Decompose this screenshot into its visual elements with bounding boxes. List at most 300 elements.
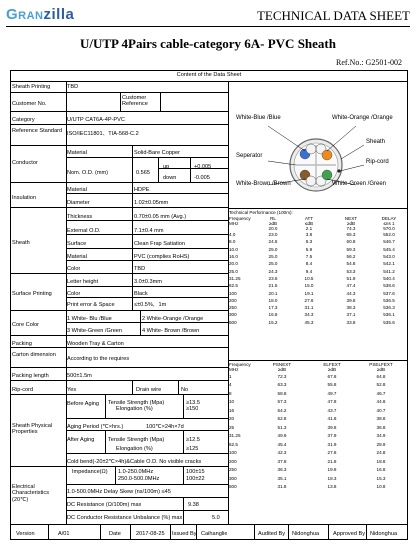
perf-cell: 54.8 bbox=[346, 261, 356, 267]
perf-cell: 538.6 bbox=[383, 283, 395, 289]
perf-cell: Frequency bbox=[229, 216, 251, 221]
perf-cell: ≤dB bbox=[304, 221, 314, 226]
perf-cell: 35.1 bbox=[277, 475, 287, 481]
perf-cell: 49.9 bbox=[277, 433, 287, 439]
table-title: Content of the Data Sheet bbox=[176, 72, 242, 78]
perf-cell: 31.9 bbox=[327, 441, 337, 447]
perf-cell: 74.3 bbox=[346, 226, 356, 231]
perf-cell: 100 bbox=[229, 290, 237, 296]
perf-cell: 10.8 bbox=[376, 484, 386, 490]
perf-cell: 23.6 bbox=[268, 275, 278, 281]
grid-hline bbox=[10, 310, 228, 311]
perf-cell: 4 bbox=[229, 382, 232, 388]
perf-cell: Frequency bbox=[229, 362, 251, 367]
perf-cell: 536.5 bbox=[383, 297, 395, 303]
grid-vline bbox=[132, 380, 133, 394]
perf-data-row bbox=[229, 231, 405, 238]
surface-value: Clean Frap Satiation bbox=[134, 241, 185, 247]
impedance-range-1: 1.0-250.0MHz bbox=[118, 469, 154, 475]
print-color-value: Black bbox=[134, 291, 148, 297]
perf-cell: 62.5 bbox=[229, 283, 238, 289]
perf-cell: 20.0 bbox=[229, 261, 238, 267]
perf-cell: 49.7 bbox=[327, 390, 337, 396]
dc-unbalance-value: 5.0 bbox=[212, 515, 220, 521]
grid-vline bbox=[100, 524, 101, 540]
sheath-printing-value: TBD bbox=[67, 84, 79, 90]
grid-hline bbox=[66, 157, 228, 158]
perf-cell: ≥dB bbox=[277, 367, 287, 372]
perf-cell: 25 bbox=[229, 424, 235, 430]
perf-cell: 20.0 bbox=[268, 226, 278, 231]
label-separator: Seperator bbox=[236, 153, 263, 159]
perf-cell: 39.8 bbox=[346, 297, 356, 303]
perf-cell: 34.3 bbox=[304, 312, 314, 318]
perf-cell: 44.8 bbox=[376, 399, 386, 405]
performance-table-1 bbox=[229, 216, 405, 326]
down-label: down bbox=[163, 175, 177, 181]
header-divider bbox=[6, 26, 410, 27]
impedance-label: Impedance(Ω) bbox=[72, 469, 108, 475]
perf-cell: 25.0 bbox=[268, 254, 278, 260]
perf2-data-row bbox=[229, 406, 405, 415]
sheath-printing-label: Sheath Printing bbox=[12, 84, 51, 90]
grid-hline bbox=[10, 273, 228, 274]
date-label: Date bbox=[109, 531, 121, 537]
date-value: 2017-08-25 bbox=[136, 531, 165, 537]
grid-hline bbox=[66, 510, 228, 511]
perf-cell: 2.1 bbox=[305, 226, 313, 231]
grid-vline bbox=[158, 157, 159, 182]
before-tensile-value: ≥13.5 bbox=[186, 400, 200, 406]
perf-cell: PSNEXT bbox=[272, 362, 292, 367]
aging-period-label: Aging Period (℃×hrs.) bbox=[67, 424, 124, 430]
perf-cell: 250 bbox=[229, 467, 237, 473]
label-white-blue: White-Blue /Blue bbox=[236, 115, 281, 121]
perf2-data-row bbox=[229, 423, 405, 432]
perf-cell: 56.2 bbox=[346, 254, 356, 260]
perf-cell: 65.3 bbox=[346, 232, 356, 238]
insulation-label: Insulation bbox=[12, 195, 36, 201]
issued-by-label: Issued By bbox=[172, 531, 197, 537]
perf-cell: 9.4 bbox=[305, 268, 313, 274]
grid-hline bbox=[10, 524, 408, 525]
grid-hline bbox=[10, 145, 228, 146]
ref-std-label: Reference Standard bbox=[12, 128, 63, 134]
perf-cell: 500 bbox=[229, 319, 237, 325]
perf-data-row bbox=[229, 267, 405, 274]
perf-cell: 54.2 bbox=[277, 407, 287, 413]
perf-cell: 4.0 bbox=[229, 232, 236, 238]
diameter-value: 1.02±0.05mm bbox=[134, 200, 169, 206]
after-aging-label: After Aging bbox=[67, 437, 95, 443]
perf-cell: 63.3 bbox=[277, 382, 287, 388]
perf2-data-row bbox=[229, 474, 405, 483]
approved-by-label: Approved By bbox=[333, 531, 366, 537]
grid-hline bbox=[10, 394, 228, 395]
grid-vline bbox=[183, 430, 184, 453]
perf2-data-row bbox=[229, 449, 405, 458]
grid-vline bbox=[254, 524, 255, 540]
issued-by-value: Caihanglie bbox=[201, 531, 228, 537]
grid-vline bbox=[120, 92, 121, 111]
before-elongation-value: ≥150 bbox=[186, 406, 199, 412]
perf-cell: 37.1 bbox=[346, 312, 356, 318]
perf-cell: 20 bbox=[229, 416, 235, 422]
print-color-label: Color bbox=[67, 291, 81, 297]
perf-cell: 300 bbox=[229, 475, 237, 481]
perf-cell: 53.3 bbox=[346, 268, 356, 274]
perf2-data-row bbox=[229, 457, 405, 466]
perf-data-row bbox=[229, 253, 405, 260]
perf-cell: 10 bbox=[229, 399, 235, 405]
nom-od-value: 0.565 bbox=[136, 170, 150, 176]
version-label: Version bbox=[16, 531, 35, 537]
brand-logo: GRANzilla bbox=[6, 6, 75, 23]
perf-cell: 33.8 bbox=[346, 319, 356, 325]
grid-vline bbox=[160, 92, 161, 111]
grid-hline bbox=[10, 335, 228, 336]
perf-cell: 5.3 bbox=[305, 239, 313, 245]
perf-cell: 41.8 bbox=[327, 416, 337, 422]
perf-cell: MHz bbox=[229, 221, 239, 226]
grid-hline bbox=[10, 92, 228, 93]
sheath-color-value: TBD bbox=[134, 266, 146, 272]
print-space-label: Print error & Space bbox=[67, 302, 115, 308]
before-tensile-label: Tensile Strength (Mpa) bbox=[108, 400, 165, 406]
before-aging-label: Before Aging bbox=[67, 401, 100, 407]
perf-data-row bbox=[229, 319, 405, 326]
perf-cell: 200 bbox=[229, 297, 237, 303]
grid-hline bbox=[66, 248, 228, 249]
perf-cell: ≤ns 1 bbox=[383, 221, 395, 226]
perf-cell: 60.8 bbox=[346, 239, 356, 245]
perf-cell: 200 bbox=[229, 458, 237, 464]
perf-cell: 57.3 bbox=[277, 399, 287, 405]
perf-cell: 300 bbox=[229, 312, 237, 318]
perf-cell: 25.0 bbox=[229, 268, 238, 274]
perf-cell: 540.4 bbox=[383, 275, 395, 281]
dc-resistance-value: 9.38 bbox=[188, 502, 199, 508]
perf-cell: 570.0 bbox=[383, 226, 395, 231]
perf-cell: 62.5 bbox=[229, 441, 238, 447]
perf-cell: 16 bbox=[229, 407, 235, 413]
sheath-material-value: PVC (complies RoHS) bbox=[134, 254, 190, 260]
grid-hline bbox=[228, 360, 408, 361]
grid-vline bbox=[140, 310, 141, 335]
perf-data-row bbox=[229, 260, 405, 267]
customer-ref-label: Customer Reference bbox=[122, 95, 148, 108]
insulation-material-label: Material bbox=[67, 187, 87, 193]
aging-period-value: 100℃×24h×7d bbox=[146, 424, 184, 430]
perf-cell: 10.0 bbox=[229, 246, 238, 252]
grid-vline bbox=[170, 524, 171, 540]
carton-label: Carton dimension bbox=[12, 352, 56, 358]
core-color-1: 1 White- Blu /Blue bbox=[67, 316, 112, 322]
approved-by-value: Nidonghua bbox=[370, 531, 398, 537]
perf-cell: 15.0 bbox=[304, 283, 314, 289]
perf-cell: 546.7 bbox=[383, 239, 395, 245]
grid-vline bbox=[366, 524, 367, 540]
nom-od-label: Nom. O.D. (mm) bbox=[67, 170, 109, 176]
page-title: U/UTP 4Pairs cable-category 6A- PVC Sheath bbox=[80, 36, 336, 51]
surface-label: Surface bbox=[67, 241, 87, 247]
perf-cell: 31.8 bbox=[277, 484, 287, 490]
grid-vline bbox=[132, 207, 133, 310]
perf2-data-row bbox=[229, 440, 405, 449]
thickness-value: 0.70±0.05 mm (Avg.) bbox=[134, 214, 187, 220]
perf-cell: 51.9 bbox=[346, 275, 356, 281]
perf-cell: 45.3 bbox=[304, 319, 314, 325]
perf-cell: 542.1 bbox=[383, 261, 395, 267]
perf-cell: 44.3 bbox=[346, 290, 356, 296]
packing-value: Wooden Tray & Carton bbox=[67, 341, 124, 347]
label-white-green: White-Green /Green bbox=[332, 181, 387, 187]
perf-cell: 535.6 bbox=[383, 319, 395, 325]
sheath-color-label: Color bbox=[67, 266, 81, 272]
grid-vline bbox=[132, 182, 133, 207]
perf-cell: 36.3 bbox=[277, 467, 287, 473]
customer-no-label: Customer No. bbox=[12, 101, 47, 107]
perf-cell: 37.8 bbox=[277, 458, 287, 464]
perf2-data-row bbox=[229, 372, 405, 381]
perf-cell: 500 bbox=[229, 484, 237, 490]
cable-cross-section-diagram bbox=[228, 113, 406, 213]
perf-cell: 34.9 bbox=[376, 433, 386, 439]
grid-hline bbox=[10, 466, 228, 467]
grid-hline bbox=[10, 380, 228, 381]
grid-hline bbox=[10, 367, 228, 368]
perf-cell: ELFEXT bbox=[323, 362, 341, 367]
perf-cell: 8.4 bbox=[305, 261, 313, 267]
perf-cell: 537.6 bbox=[383, 290, 395, 296]
grid-hline bbox=[10, 111, 228, 112]
label-white-brown: White-Brown /Brown bbox=[236, 181, 291, 187]
perf-cell: 36.8 bbox=[376, 424, 386, 430]
print-space-value: ≤±0.5%，1m bbox=[134, 302, 167, 308]
performance-table-2 bbox=[229, 362, 405, 491]
perf-cell: 24.5 bbox=[268, 239, 278, 245]
perf-data-row bbox=[229, 246, 405, 253]
perf-data-row bbox=[229, 238, 405, 245]
perf-cell: 18.0 bbox=[268, 297, 278, 303]
perf-cell: 59.3 bbox=[346, 246, 356, 252]
perf-cell: 27.6 bbox=[304, 297, 314, 303]
perf-cell: RL bbox=[270, 216, 276, 221]
packing-label: Packing bbox=[12, 341, 32, 347]
perf-cell: 541.2 bbox=[383, 268, 395, 274]
perf-cell: 10.5 bbox=[304, 275, 314, 281]
perf-cell: 24.8 bbox=[376, 450, 386, 456]
perf-cell: 18.3 bbox=[327, 475, 337, 481]
grid-vline bbox=[132, 145, 133, 182]
perf-cell: 100 bbox=[229, 450, 237, 456]
perf-cell: 543.0 bbox=[383, 254, 395, 260]
perf-cell: 21.5 bbox=[268, 283, 278, 289]
category-value: U/UTP CAT6A-4P-PVC bbox=[67, 117, 125, 123]
perf2-data-row bbox=[229, 389, 405, 398]
grid-hline bbox=[66, 453, 228, 454]
perf-cell: ≥dB bbox=[346, 221, 356, 226]
perf-cell: 16.8 bbox=[268, 312, 278, 318]
grid-vline bbox=[288, 524, 289, 540]
perf-cell: 38.8 bbox=[376, 416, 386, 422]
perf-cell: 18.8 bbox=[376, 458, 386, 464]
grid-hline bbox=[10, 207, 228, 208]
perf-cell: ≥dB bbox=[327, 367, 337, 372]
ref-number: Ref.No.: G2501-002 bbox=[336, 58, 402, 67]
packing-length-value: 500±1.5m bbox=[67, 373, 92, 379]
perf-cell: 536.1 bbox=[383, 312, 395, 318]
perf-cell: 31.25 bbox=[229, 275, 241, 281]
grid-hline bbox=[66, 497, 228, 498]
perf-cell: ≥dB bbox=[268, 221, 278, 226]
version-value: A/01 bbox=[58, 531, 70, 537]
letter-height-label: Letter height bbox=[67, 279, 99, 285]
perf-cell: 24.3 bbox=[268, 268, 278, 274]
down-value: -0.005 bbox=[194, 175, 210, 181]
drain-wire-value: No bbox=[181, 387, 189, 393]
grid-hline bbox=[10, 124, 228, 125]
perf-cell: DELAY bbox=[381, 216, 397, 221]
perf-cell: 25.0 bbox=[268, 246, 278, 252]
perf-cell: 17.3 bbox=[268, 305, 278, 311]
perf-cell: 25.0 bbox=[268, 261, 278, 267]
perf-cell: 545.4 bbox=[383, 246, 395, 252]
perf-data-row bbox=[229, 304, 405, 311]
physical-properties-label: Sheath Physical Properties bbox=[12, 423, 53, 436]
perf-cell: 58.8 bbox=[277, 390, 287, 396]
label-sheath: Sheath bbox=[366, 139, 386, 145]
ext-od-label: External O.D. bbox=[67, 228, 101, 234]
up-label: up bbox=[163, 164, 170, 170]
core-color-4: 4 White- Brown /Brown bbox=[142, 328, 200, 334]
perf-cell: 536.3 bbox=[383, 305, 395, 311]
conductor-material-label: Material bbox=[67, 150, 87, 156]
carton-value: According to the requires bbox=[67, 356, 130, 362]
drain-wire-label: Drain wire bbox=[136, 387, 162, 393]
conductor-label: Conductor bbox=[12, 160, 38, 166]
grid-vline bbox=[178, 380, 179, 394]
sheet-title: TECHNICAL DATA SHEET bbox=[256, 8, 410, 23]
perf-cell: 72.3 bbox=[277, 373, 287, 379]
perf-data-row bbox=[229, 289, 405, 296]
diameter-label: Diameter bbox=[67, 200, 90, 206]
grid-hline bbox=[10, 182, 228, 183]
perf-cell: 67.8 bbox=[327, 373, 337, 379]
grid-hline bbox=[66, 484, 228, 485]
perf-cell: 52.8 bbox=[277, 416, 287, 422]
thickness-label: Thickness bbox=[67, 214, 93, 220]
grid-vline bbox=[130, 524, 131, 540]
perf-cell: ATT bbox=[304, 216, 314, 221]
grid-vline bbox=[105, 394, 106, 418]
perf-title: Technical Performance (100m): bbox=[229, 210, 293, 215]
perf-cell: 16.8 bbox=[376, 467, 386, 473]
after-elongation-label: Elongation (%) bbox=[116, 446, 153, 452]
perf-cell: 19.8 bbox=[327, 467, 337, 473]
perf-cell: 16.0 bbox=[229, 254, 238, 260]
impedance-value-2: 100±22 bbox=[186, 476, 205, 482]
impedance-value-1: 100±15 bbox=[186, 469, 205, 475]
perf-cell: 15.2 bbox=[268, 319, 278, 325]
perf-cell: 47.8 bbox=[327, 399, 337, 405]
core-color-2: 2 White-Orange /Orange bbox=[142, 316, 204, 322]
perf-cell: 19.1 bbox=[304, 290, 314, 296]
grid-vline bbox=[183, 497, 184, 524]
label-ripcord: Rip-cord bbox=[366, 159, 389, 165]
perf-cell: 8.0 bbox=[229, 239, 236, 245]
grid-hline bbox=[66, 286, 228, 287]
letter-height-value: 3.0±0.3mm bbox=[134, 279, 162, 285]
label-white-orange: White-Orange /Orange bbox=[332, 115, 393, 121]
perf-cell: 40.7 bbox=[376, 407, 386, 413]
packing-length-label: Packing length bbox=[12, 373, 49, 379]
audited-by-label: Audited By bbox=[258, 531, 286, 537]
perf-cell: 31.1 bbox=[304, 305, 314, 311]
perf-cell: 27.8 bbox=[327, 450, 337, 456]
perf-cell: 7.5 bbox=[305, 254, 313, 260]
grid-vline bbox=[328, 524, 329, 540]
up-value: +0.005 bbox=[194, 164, 212, 170]
perf-cell: 28.9 bbox=[376, 441, 386, 447]
perf-cell: 3.8 bbox=[305, 232, 313, 238]
perf-data-row bbox=[229, 297, 405, 304]
perf-cell: 38.3 bbox=[346, 305, 356, 311]
perf-cell: 8 bbox=[229, 390, 232, 396]
insulation-material-value: HDPE bbox=[134, 187, 150, 193]
core-color-3: 3 White-Green /Green bbox=[67, 328, 123, 334]
perf-cell: 21.8 bbox=[327, 458, 337, 464]
dc-unbalance-label: DC Conductor Resistance Unbalance (%) max bbox=[67, 515, 183, 521]
conductor-material-value: Solid-Bare Copper bbox=[134, 150, 181, 156]
grid-hline bbox=[10, 81, 408, 82]
perf-cell: 5.9 bbox=[305, 246, 313, 252]
perf2-data-row bbox=[229, 483, 405, 492]
sheath-label: Sheath bbox=[12, 240, 30, 246]
grid-vline bbox=[115, 466, 116, 484]
perf-cell: 1 bbox=[229, 373, 232, 379]
perf-cell: 55.8 bbox=[327, 382, 337, 388]
category-label: Category bbox=[12, 117, 35, 123]
perf-cell: 46.7 bbox=[376, 390, 386, 396]
after-elongation-value: ≥125 bbox=[186, 446, 199, 452]
perf2-data-row bbox=[229, 398, 405, 407]
perf2-data-row bbox=[229, 432, 405, 441]
impedance-range-2: 250.0-500.0MHz bbox=[118, 476, 160, 482]
perf-data-row bbox=[229, 282, 405, 289]
perf-cell: PSELFEXT bbox=[369, 362, 393, 367]
perf-cell: 250 bbox=[229, 305, 237, 311]
grid-vline bbox=[183, 394, 184, 418]
core-color-label: Core Color bbox=[12, 322, 40, 328]
before-elongation-label: Elongation (%) bbox=[116, 406, 153, 412]
perf2-data-row bbox=[229, 415, 405, 424]
ripcord-label: Rip-cord bbox=[12, 387, 34, 393]
grid-vline bbox=[183, 466, 184, 484]
grid-vline bbox=[48, 524, 49, 540]
perf-data-row bbox=[229, 275, 405, 282]
perf-cell: 37.9 bbox=[327, 433, 337, 439]
ext-od-value: 7.1±0.4 mm bbox=[134, 228, 164, 234]
perf-cell: 64.8 bbox=[376, 373, 386, 379]
surface-printing-label: Surface Printing bbox=[12, 291, 52, 297]
electrical-label: Electrical Characteristics (20℃) bbox=[12, 484, 49, 503]
after-tensile-label: Tensile Strength (Mpa) bbox=[108, 437, 165, 443]
audited-by-value: Nidonghua bbox=[292, 531, 320, 537]
after-tensile-value: ≥12.5 bbox=[186, 437, 200, 443]
perf-cell: ≥dB bbox=[376, 367, 386, 372]
perf-cell: 20.1 bbox=[268, 290, 278, 296]
